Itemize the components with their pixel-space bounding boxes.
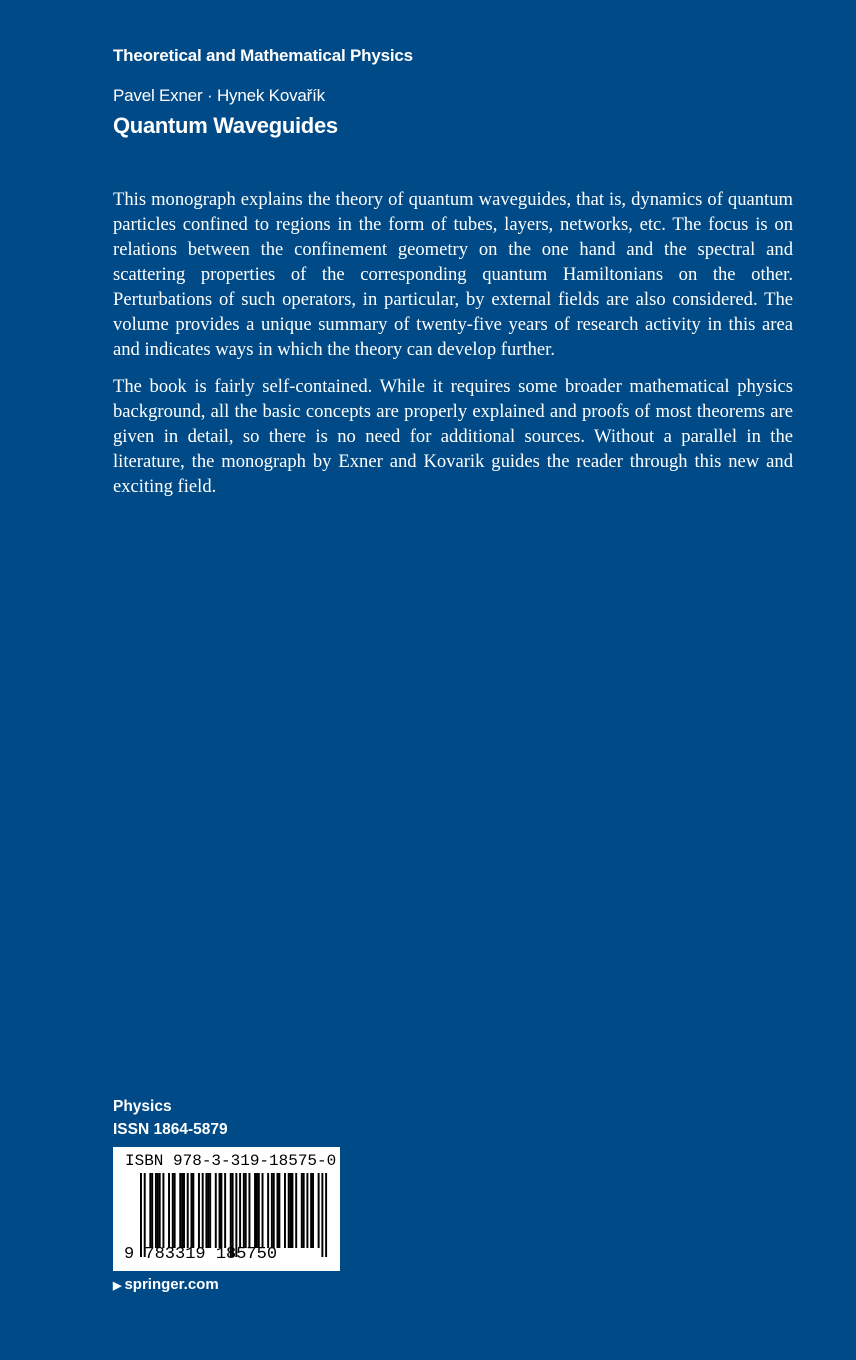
barcode-bar [258,1173,260,1248]
triangle-right-icon: ▶ [113,1280,122,1292]
barcode-bar [198,1173,200,1248]
barcode-bar [168,1173,170,1248]
barcode-bar [220,1173,222,1248]
barcode-bar [306,1173,308,1248]
barcode-bar [291,1173,293,1248]
barcode-bar [318,1173,320,1248]
barcode-bar [157,1173,159,1248]
barcode-bar [209,1173,211,1248]
book-title: Quantum Waveguides [113,113,338,138]
barcode-digits: 9 783319 185750 [124,1245,278,1264]
barcode-bar [202,1173,204,1248]
barcode-bar [243,1173,245,1248]
barcode-bar [151,1173,153,1248]
barcode-bar [278,1173,280,1248]
barcode-bar [205,1173,207,1248]
barcode-bar [254,1173,256,1248]
barcode-bar [262,1173,264,1248]
barcode-bar [183,1173,185,1248]
barcode-bar [256,1173,258,1248]
series-title: Theoretical and Mathematical Physics [113,46,413,65]
barcode-bar [207,1173,209,1248]
barcode-bar [288,1173,290,1248]
barcode-bar [190,1173,192,1248]
isbn-label: ISBN 978-3-319-18575-0 [125,1152,337,1170]
barcode-bar [271,1173,273,1248]
barcode-bar [312,1173,314,1248]
barcode-bar [248,1173,250,1248]
barcode-bar [290,1173,292,1248]
barcode-bar [174,1173,176,1248]
publisher-link-text: springer.com [124,1276,219,1293]
barcode-bar [277,1173,279,1248]
barcode-bar [301,1173,303,1248]
barcode-bar [155,1173,157,1248]
subject-label: Physics [113,1098,172,1115]
barcode-bar [267,1173,269,1248]
subject-block [113,1095,228,1141]
authors: Pavel Exner · Hynek Kovařík [113,86,325,105]
barcode-bar [303,1173,305,1248]
barcode-bar [192,1173,194,1248]
barcode-bar [215,1173,217,1248]
barcode-bar [310,1173,312,1248]
barcode-bar [219,1173,221,1248]
blurb-paragraph-1: This monograph explains the theory of quantum waveguides, that is, dynamics of quantum particles confined to regions in the form of tubes, layers, networks, etc. The focus is on relations between the confinement geometry on the one hand and the spectral and scattering properties of the corresponding quantum Hamiltonians on the other. Perturbations of such operators, in particular, by external fields are also considered. The volume provides a unique summary of twenty-five years of research activity in this area and indicates ways in which the theory can develop further. [113,189,793,360]
publisher-link[interactable] [113,1276,219,1293]
barcode-bar [224,1173,226,1248]
barcode-bar [159,1173,161,1248]
barcode-bar [325,1173,327,1257]
barcode-bar [284,1173,286,1248]
barcode-bar [172,1173,174,1248]
barcode-bar [239,1173,241,1248]
blurb-paragraph-2: The book is fairly self-contained. While it requires some broader mathematical physics background, all the basic concepts are properly explained and proofs of most theorems are given in detail, so there is no need for additional sources. Without a parallel in the literature, the monograph by Exner and Kovarik guides the reader through this new and exciting field. [113,376,793,497]
issn-label: ISSN 1864-5879 [113,1121,228,1138]
barcode-bar [273,1173,275,1248]
barcode-bar [181,1173,183,1248]
barcode-bar [162,1173,164,1248]
barcode-bar [179,1173,181,1248]
barcode-bar [149,1173,151,1248]
barcode-bar [295,1173,297,1248]
barcode-bar [321,1173,323,1257]
barcode-bar [245,1173,247,1248]
barcode-bar [187,1173,189,1248]
blurb [113,187,793,511]
barcode [113,1147,340,1271]
